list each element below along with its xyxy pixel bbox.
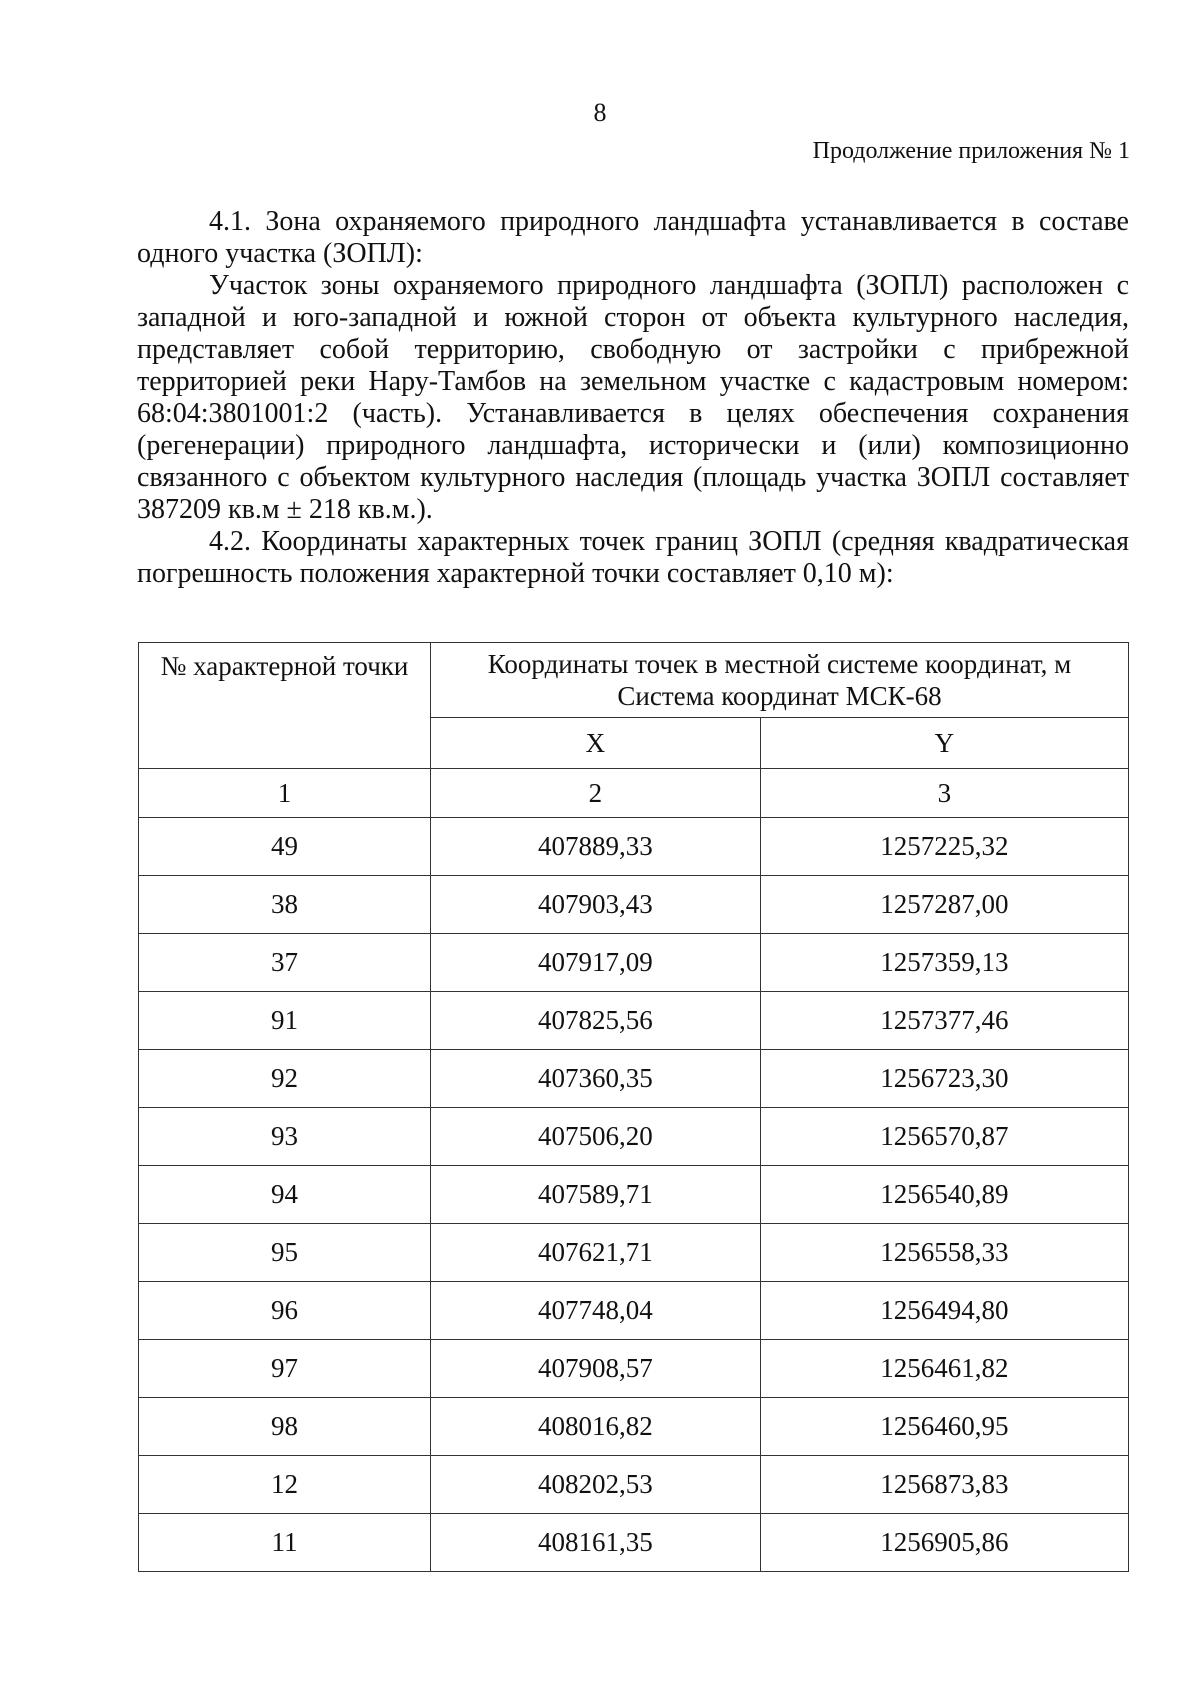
point-number-cell: 93: [139, 1108, 431, 1166]
x-coordinate-cell: 407825,56: [431, 992, 761, 1050]
point-number-cell: 38: [139, 876, 431, 934]
column-index-cell: 1: [139, 769, 431, 818]
y-coordinate-cell: 1256460,95: [760, 1398, 1128, 1456]
point-number-cell: 97: [139, 1340, 431, 1398]
appendix-continuation-note: Продолжение приложения № 1: [812, 138, 1130, 164]
y-coordinate-cell: 1256723,30: [760, 1050, 1128, 1108]
table-row: [139, 1166, 1129, 1224]
x-coordinate-cell: 407903,43: [431, 876, 761, 934]
header-coordinate-system: Система координат МСК-68: [617, 681, 942, 711]
table-row: [139, 934, 1129, 992]
header-point-number: № характерной точки: [139, 643, 431, 769]
x-coordinate-cell: 407360,35: [431, 1050, 761, 1108]
page-number: 8: [593, 98, 607, 127]
x-coordinate-cell: 407589,71: [431, 1166, 761, 1224]
header-coordinates-line1: Координаты точек в местной системе координат, м: [487, 649, 1072, 679]
header-x: X: [431, 718, 761, 769]
table-row: [139, 1398, 1129, 1456]
point-number-cell: 12: [139, 1456, 431, 1514]
table-header-row: [139, 643, 1129, 718]
point-number-cell: 98: [139, 1398, 431, 1456]
table-row: [139, 992, 1129, 1050]
x-coordinate-cell: 407506,20: [431, 1108, 761, 1166]
table-row: [139, 1456, 1129, 1514]
paragraph-zone-description: Участок зоны охраняемого природного ландшафта (ЗОПЛ) расположен с западной и юго-западной и южной сторон от объекта культурного наследия, представляет собой территорию, свободную от застройки с прибрежной территорией реки Нару-Тамбов на земельном участке с кадастровым номером: 68:04:3801001:2 (часть). Устанавливается в целях обеспечения сохранения (регенерации) природного ландшафта, исторически и (или) композиционно связанного с объектом культурного наследия (площадь участка ЗОПЛ составляет 387209 кв.м ± 218 кв.м.).: [137, 270, 1129, 525]
y-coordinate-cell: 1257287,00: [760, 876, 1128, 934]
point-number-cell: 96: [139, 1282, 431, 1340]
y-coordinate-cell: 1257359,13: [760, 934, 1128, 992]
column-index-row: [139, 769, 1129, 818]
y-coordinate-cell: 1257225,32: [760, 818, 1128, 876]
coordinates-table: [138, 642, 1129, 1572]
y-coordinate-cell: 1257377,46: [760, 992, 1128, 1050]
paragraph-4-1: 4.1. Зона охраняемого природного ландшафта устанавливается в составе одного участка (ЗОПЛ):: [137, 206, 1129, 269]
table-row: [139, 1108, 1129, 1166]
y-coordinate-cell: 1256540,89: [760, 1166, 1128, 1224]
x-coordinate-cell: 408202,53: [431, 1456, 761, 1514]
column-index-cell: 2: [431, 769, 761, 818]
table-row: [139, 1224, 1129, 1282]
x-coordinate-cell: 408161,35: [431, 1514, 761, 1572]
x-coordinate-cell: 408016,82: [431, 1398, 761, 1456]
x-coordinate-cell: 407621,71: [431, 1224, 761, 1282]
header-y: Y: [760, 718, 1128, 769]
point-number-cell: 95: [139, 1224, 431, 1282]
y-coordinate-cell: 1256873,83: [760, 1456, 1128, 1514]
point-number-cell: 49: [139, 818, 431, 876]
body-text: [137, 206, 1129, 590]
x-coordinate-cell: 407917,09: [431, 934, 761, 992]
x-coordinate-cell: 407889,33: [431, 818, 761, 876]
y-coordinate-cell: 1256905,86: [760, 1514, 1128, 1572]
x-coordinate-cell: 407908,57: [431, 1340, 761, 1398]
table-row: [139, 1340, 1129, 1398]
point-number-cell: 37: [139, 934, 431, 992]
y-coordinate-cell: 1256494,80: [760, 1282, 1128, 1340]
column-index-cell: 3: [760, 769, 1128, 818]
table-row: [139, 818, 1129, 876]
table-row: [139, 876, 1129, 934]
table-row: [139, 1282, 1129, 1340]
point-number-cell: 94: [139, 1166, 431, 1224]
y-coordinate-cell: 1256570,87: [760, 1108, 1128, 1166]
point-number-cell: 92: [139, 1050, 431, 1108]
table-row: [139, 1050, 1129, 1108]
point-number-cell: 91: [139, 992, 431, 1050]
point-number-cell: 11: [139, 1514, 431, 1572]
header-coordinates: [431, 643, 1129, 718]
y-coordinate-cell: 1256461,82: [760, 1340, 1128, 1398]
y-coordinate-cell: 1256558,33: [760, 1224, 1128, 1282]
paragraph-4-2: 4.2. Координаты характерных точек границ ЗОПЛ (средняя квадратическая погрешность положения характерной точки составляет 0,10 м):: [137, 526, 1129, 589]
table-row: [139, 1514, 1129, 1572]
x-coordinate-cell: 407748,04: [431, 1282, 761, 1340]
